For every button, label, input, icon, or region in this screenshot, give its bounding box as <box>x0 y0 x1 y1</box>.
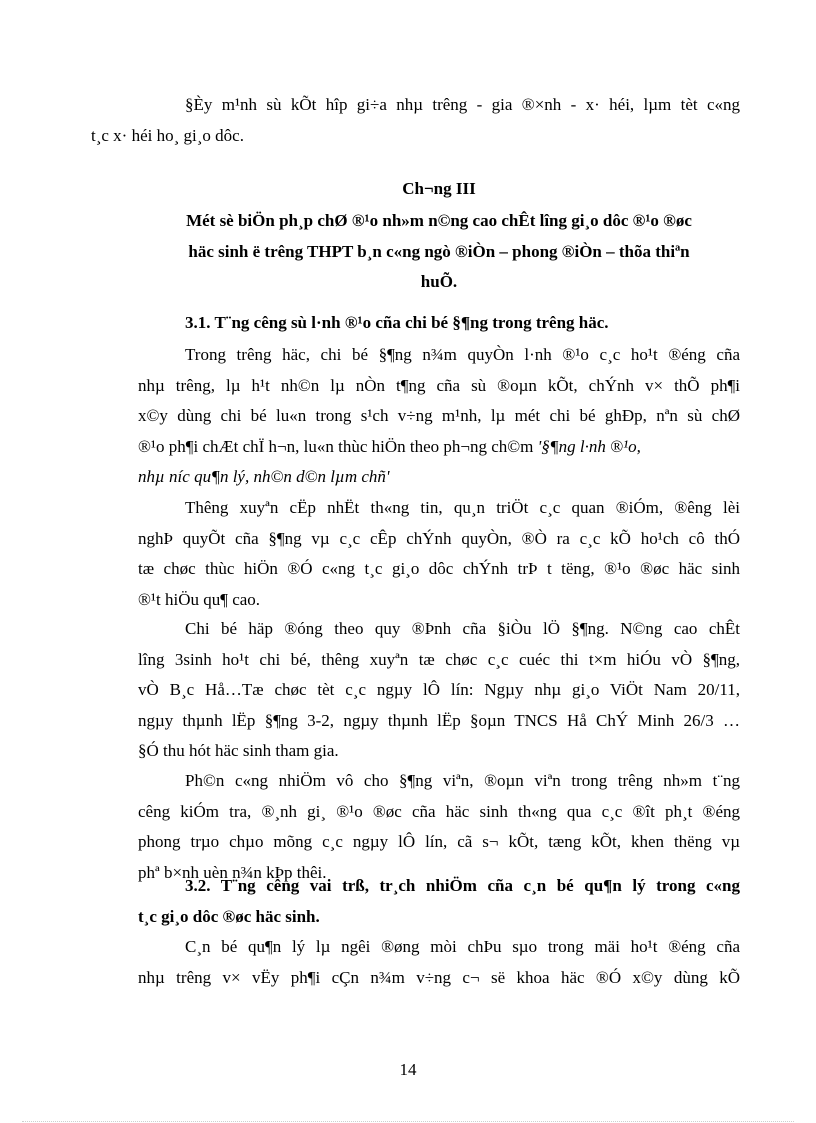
chapter-subtitle <box>138 206 740 298</box>
paragraph-assignment <box>138 766 740 888</box>
section-heading-3-2 <box>138 871 740 932</box>
text-line: x©y dùng chi bé lu«n trong s¹ch v÷ng m¹nh, lµ mét chi bé ghÐp, nªn sù chØ <box>138 406 740 425</box>
chapter-title: Ch¬ng III <box>402 179 476 198</box>
paragraph-intro <box>91 90 740 151</box>
text-line: §Ó thu hót häc sinh tham gia. <box>138 741 339 760</box>
subtitle-line: häc sinh ë trêng THPT b¸n c«ng ngò ®iÒn – phong ®iÒn – thõa thiªn <box>188 241 690 261</box>
text-line: tæ chøc thùc hiÖn ®Ó c«ng t¸c gi¸o dôc chÝnh trÞ t tëng, ®¹o ®øc häc sinh <box>138 559 740 578</box>
text-line: Chi bé häp ®óng theo quy ®Þnh cña §iÒu lÖ §¶ng. N©ng cao chÊt <box>185 619 740 638</box>
text-line: ngµy thµnh lËp §¶ng 3-2, ngµy thµnh lËp §oµn TNCS Hå ChÝ Minh 26/3 … <box>138 710 740 730</box>
text-line: C¸n bé qu¶n lý lµ ngêi ®øng mòi chÞu sµo trong mäi ho¹t ®éng cña <box>185 937 740 956</box>
page-number: 14 <box>399 1060 417 1079</box>
text-line: §Èy m¹nh sù kÕt hîp gi÷a nhµ trêng - gia ®×nh - x· héi, lµm tèt c«ng <box>185 95 740 114</box>
text-line <box>138 432 740 463</box>
subtitle-line: Mét sè biÖn ph¸p chØ ®¹o nh»m n©ng cao chÊt lîng gi¸o dôc ®¹o ®øc <box>186 211 692 230</box>
text-line: phong trµo chµo mõng c¸c ngµy lÔ lín, cã s¬ kÕt, tæng kÕt, khen thëng vµ <box>138 832 740 851</box>
text-line: Trong trêng häc, chi bé §¶ng n¾m quyÒn l·nh ®¹o c¸c ho¹t ®éng cña <box>185 345 740 364</box>
section-title: t¸c gi¸o dôc ®øc häc sinh. <box>138 906 320 926</box>
paragraph-meetings <box>138 614 740 767</box>
text-line: Ph©n c«ng nhiÖm vô cho §¶ng viªn, ®oµn viªn trong trêng nh»m t¨ng <box>185 771 740 790</box>
text-line: nhµ trêng, lµ h¹t nh©n lµ nÒn t¶ng cña sù ®oµn kÕt, chÝnh v× thÕ ph¶i <box>138 375 740 395</box>
italic-quote: '§¶ng l·nh ®¹o, <box>537 436 641 456</box>
text-line: cêng kiÓm tra, ®¸nh gi¸ ®¹o ®øc cña häc sinh th«ng qua c¸c ®ît ph¸t ®éng <box>138 801 740 821</box>
text-line: nhµ trêng v× vËy ph¶i cÇn n¾m v÷ng c¬ së khoa häc ®Ó x©y dùng kÕ <box>138 967 740 987</box>
text-line: Thêng xuyªn cËp nhËt th«ng tin, qu¸n triÖt c¸c quan ®iÓm, ®êng lèi <box>185 498 740 517</box>
text-line: ®¹t hiÖu qu¶ cao. <box>138 589 261 609</box>
text-line: nghÞ quyÕt cña §¶ng vµ c¸c cÊp chÝnh quyÒn, ®Ò ra c¸c kÕ ho¹ch cô thÓ <box>138 528 740 548</box>
paragraph-management <box>138 932 740 993</box>
footer-divider <box>22 1121 794 1122</box>
text-line: lîng 3sinh ho¹t chi bé, thêng xuyªn tæ chøc c¸c cuéc thi t×m hiÓu vÒ §¶ng, <box>138 649 740 669</box>
section-title: 3.1. T¨ng cêng sù l·nh ®¹o cña chi bé §¶ng trong trêng häc. <box>185 313 609 332</box>
text-line: t¸c x· héi ho¸ gi¸o dôc. <box>91 125 244 145</box>
section-heading-3-1 <box>185 308 740 339</box>
section-title: 3.2. T¨ng cêng vai trß, tr¸ch nhiÖm cña c¸n bé qu¶n lý trong c«ng <box>185 876 740 895</box>
text-line: phª b×nh uèn n¾n kÞp thêi. <box>138 862 327 882</box>
chapter-heading <box>138 174 740 205</box>
paragraph-party-leadership <box>138 340 740 493</box>
text-line: vÒ B¸c Hå…Tæ chøc tèt c¸c ngµy lÔ lín: Ngµy nhµ gi¸o ViÖt Nam 20/11, <box>138 680 740 699</box>
paragraph-information <box>138 493 740 615</box>
text-segment: ®¹o ph¶i chÆt chÏ h¬n, lu«n thùc hiÖn theo ph¬ng ch©m <box>138 436 538 456</box>
subtitle-line: huÕ. <box>420 272 458 291</box>
italic-quote: nhµ níc qu¶n lý, nh©n d©n lµm chñ' <box>138 467 390 486</box>
